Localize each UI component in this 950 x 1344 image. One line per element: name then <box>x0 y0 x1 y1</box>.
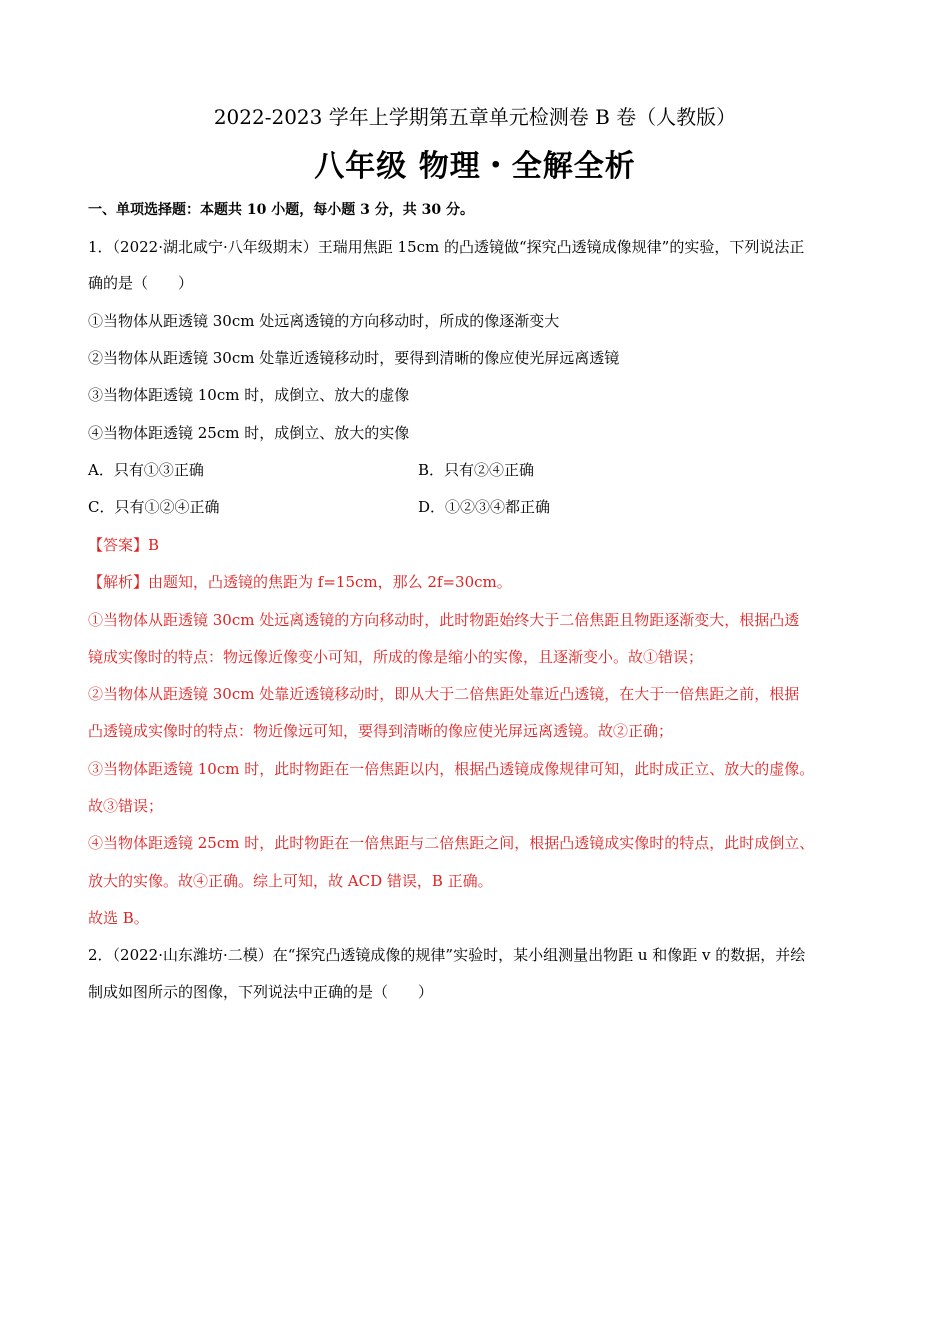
q1-option-a: A．只有①③正确 <box>88 461 204 479</box>
q1-analysis-p3-line1: ③当物体距透镜 10cm 时，此时物距在一倍焦距以内，根据凸透镜成像规律可知，此时成正立、放大的虚像。 <box>88 760 815 778</box>
q1-analysis-intro <box>88 572 512 592</box>
q2-stem-line1: 2．（2022·山东潍坊·二模）在“探究凸透镜成像的规律”实验时，某小组测量出物距 u 和像距 v 的数据，并绘 <box>88 946 806 964</box>
q1-analysis-p1-line2: 镜成实像时的特点：物远像近像变小可知，所成的像是缩小的实像，且逐渐变小。故①错误； <box>88 648 704 666</box>
section-heading: 一、单项选择题：本题共 10 小题，每小题 3 分，共 30 分。 <box>88 202 474 218</box>
q1-stem-line1: 1．（2022·湖北咸宁·八年级期末）王瑞用焦距 15cm 的凸透镜做“探究凸透镜成像规律”的实验，下列说法正 <box>88 238 805 256</box>
q1-analysis-conclusion: 故选 B。 <box>88 909 149 927</box>
q1-stem-line2: 确的是（ ） <box>88 274 194 292</box>
q1-answer: 【答案】B <box>88 536 160 554</box>
q1-analysis-p3-line2: 故③错误； <box>88 797 164 815</box>
q1-statement-3: ③当物体距透镜 10cm 时，成倒立、放大的虚像 <box>88 386 410 404</box>
document-title: 2022-2023 学年上学期第五章单元检测卷 B 卷（人教版） <box>213 105 737 129</box>
q1-analysis-p2-line1: ②当物体从距透镜 30cm 处靠近透镜移动时，即从大于二倍焦距处靠近凸透镜，在大于一倍焦距之前，根据 <box>88 685 800 703</box>
q1-analysis-p4-line1: ④当物体距透镜 25cm 时，此时物距在一倍焦距与二倍焦距之间，根据凸透镜成实像时的特点，此时成倒立、 <box>88 834 815 852</box>
q1-analysis-p1-line1: ①当物体从距透镜 30cm 处远离透镜的方向移动时，此时物距始终大于二倍焦距且物距逐渐变大，根据凸透 <box>88 611 800 629</box>
q1-analysis-intro-text: 由题知，凸透镜的焦距为 f=15cm，那么 2f=30cm。 <box>148 573 512 591</box>
q1-option-c: C．只有①②④正确 <box>88 498 220 516</box>
q1-statement-2: ②当物体从距透镜 30cm 处靠近透镜移动时，要得到清晰的像应使光屏远离透镜 <box>88 349 620 367</box>
q1-option-d: D．①②③④都正确 <box>418 498 551 516</box>
q1-statement-1: ①当物体从距透镜 30cm 处远离透镜的方向移动时，所成的像逐渐变大 <box>88 312 560 330</box>
q1-analysis-label: 【解析】 <box>88 573 149 591</box>
q1-analysis-p2-line2: 凸透镜成实像时的特点：物近像远可知，要得到清晰的像应使光屏远离透镜。故②正确； <box>88 722 674 740</box>
q1-statement-4: ④当物体距透镜 25cm 时，成倒立、放大的实像 <box>88 424 410 442</box>
document-subtitle: 八年级 物理・全解全析 <box>314 149 636 184</box>
q1-analysis-p4-line2: 放大的实像。故④正确。综上可知，故 ACD 错误，B 正确。 <box>88 872 493 890</box>
q2-stem-line2: 制成如图所示的图像，下列说法中正确的是（ ） <box>88 983 434 1001</box>
q1-option-b: B．只有②④正确 <box>418 461 535 479</box>
